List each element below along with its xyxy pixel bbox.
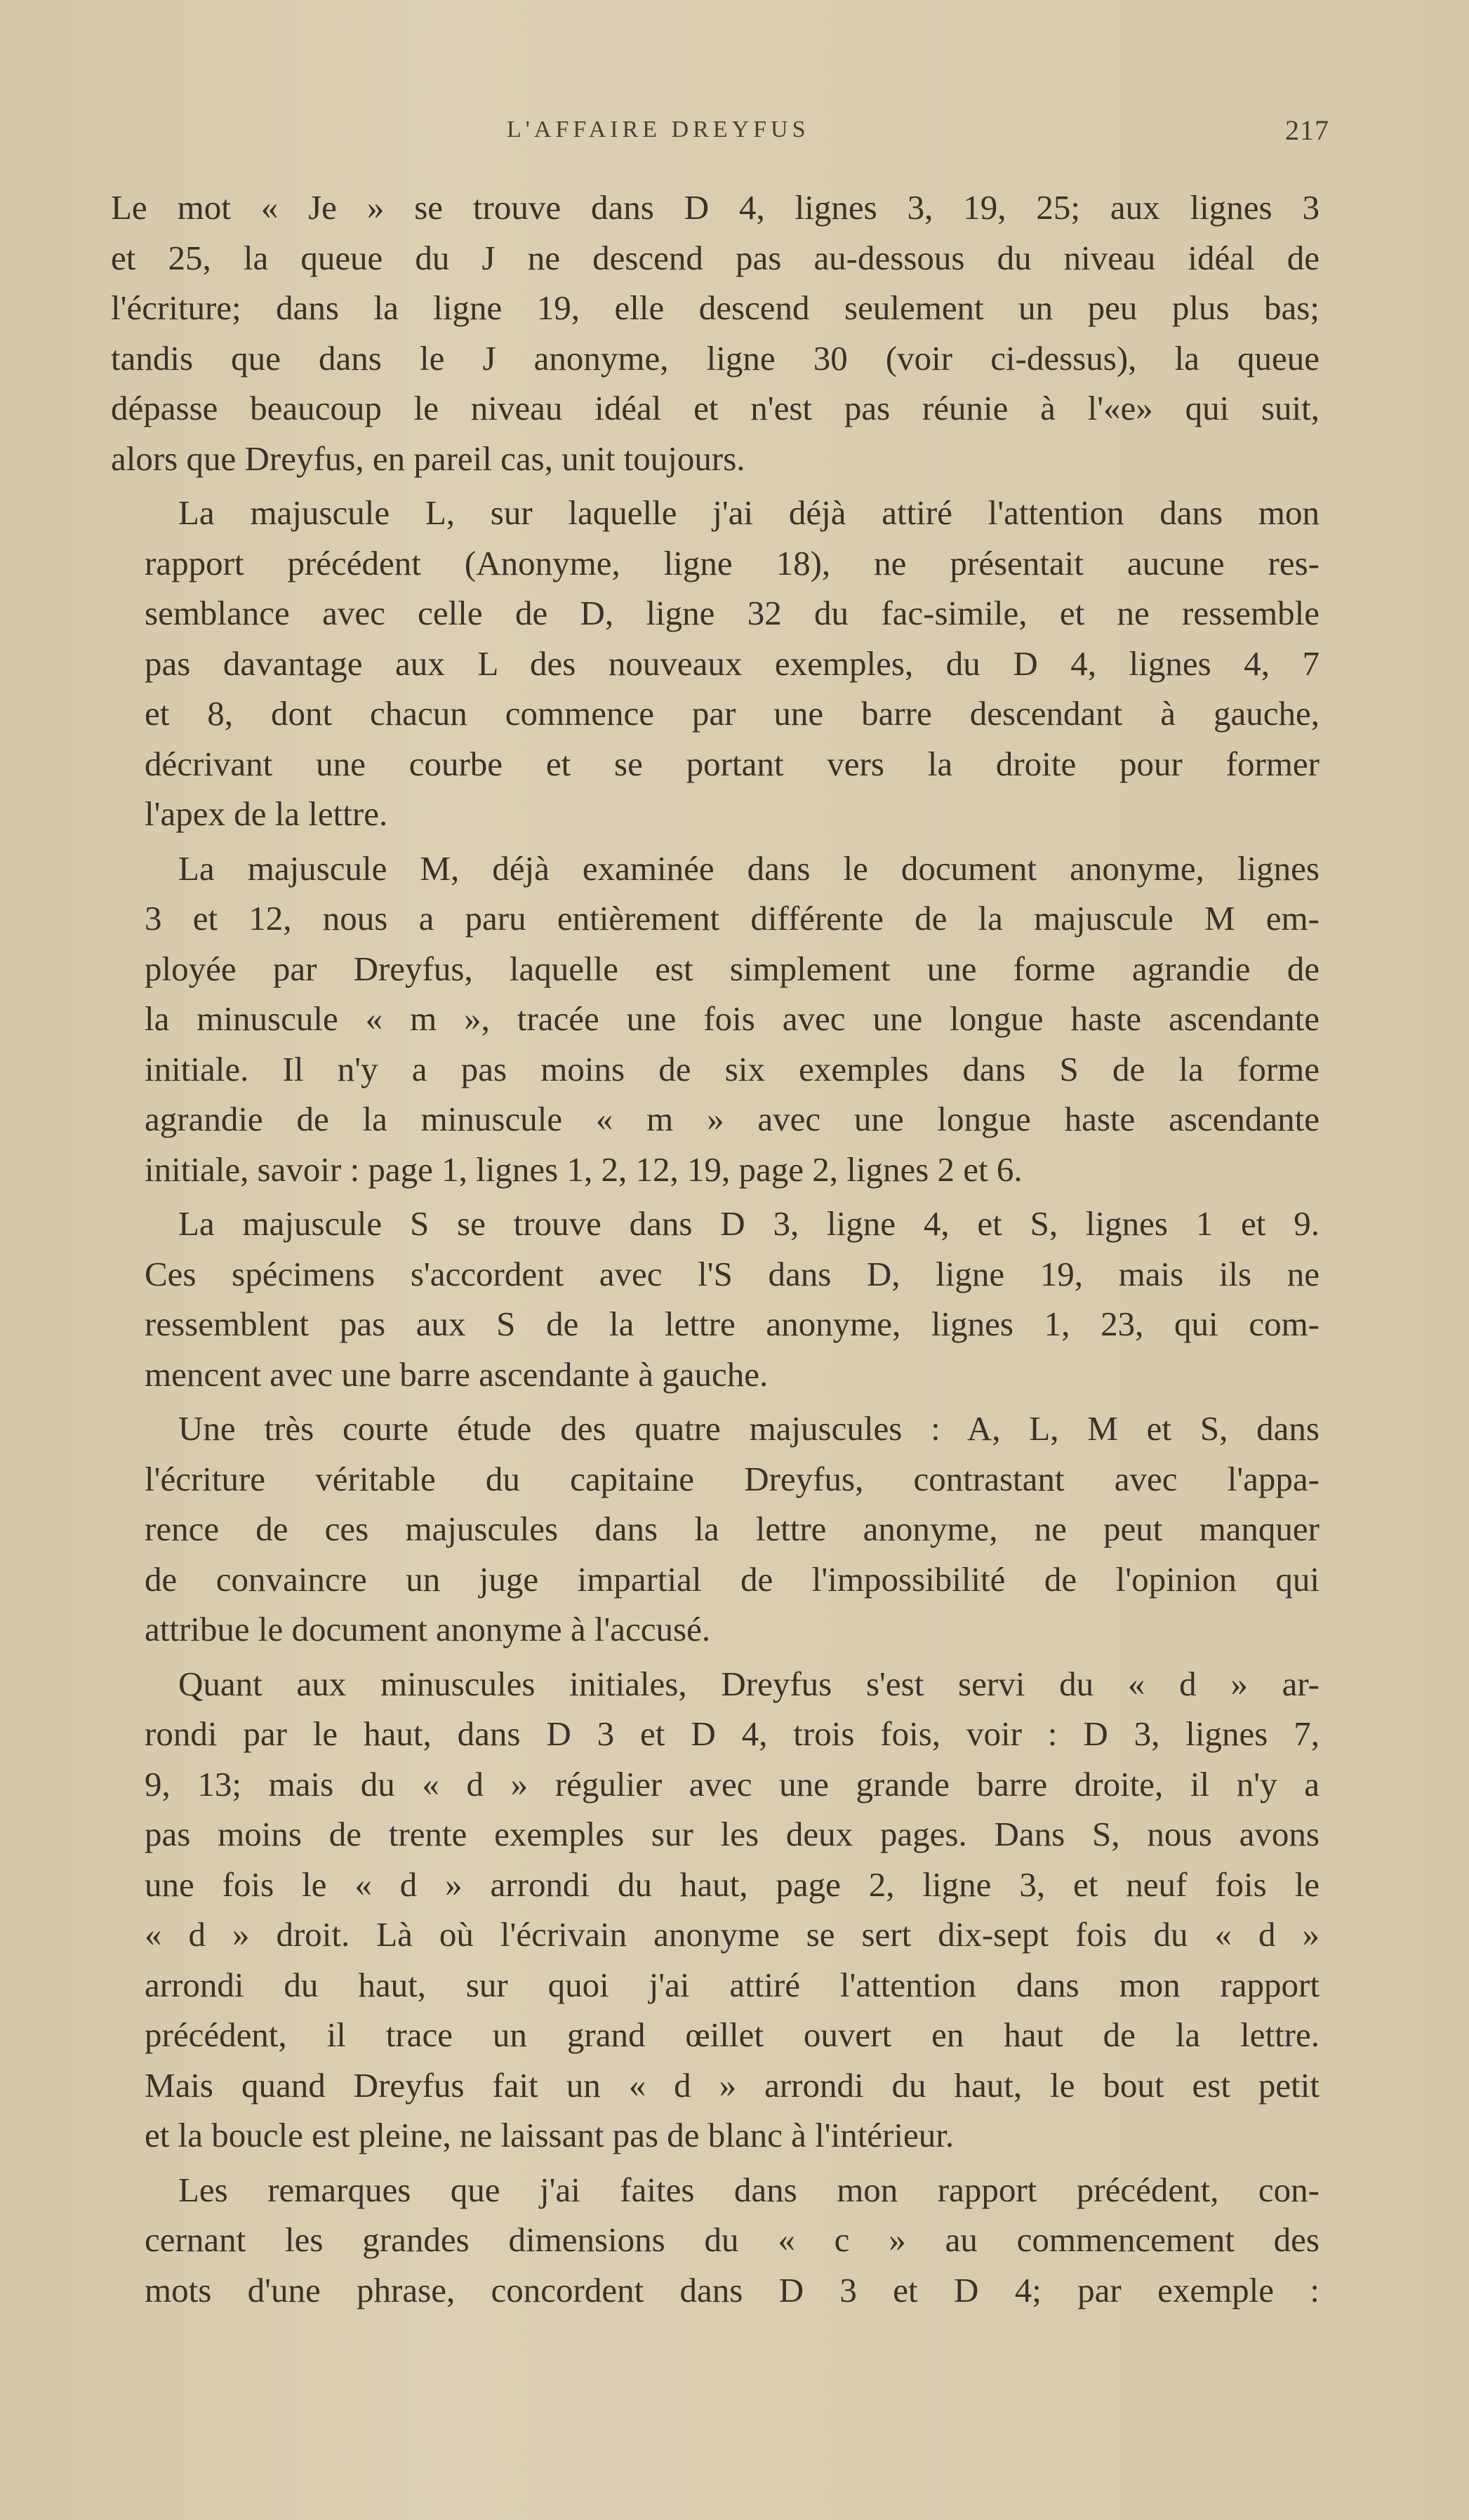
paragraph-majuscule-l [111, 488, 1320, 839]
text-line: pas moins de trente exemples sur les deux pages. Dans S, nous avons [145, 1815, 1320, 1853]
text-line: arrondi du haut, sur quoi j'ai attiré l'attention dans mon rapport [145, 1965, 1320, 2004]
text-line: rapport précédent (Anonyme, ligne 18), ne présentait aucune res- [145, 543, 1320, 582]
text-line: mots d'une phrase, concordent dans D 3 et D 4; par exemple : [145, 2270, 1320, 2309]
text-line: attribue le document anonyme à l'accusé. [145, 1610, 711, 1648]
text-line: pas davantage aux L des nouveaux exemples, du D 4, lignes 4, 7 [145, 644, 1320, 683]
page-number: 217 [1285, 114, 1329, 146]
text-line: dépasse beaucoup le niveau idéal et n'est pas réunie à l'«e» qui suit, [111, 389, 1320, 427]
text-line: Quant aux minuscules initiales, Dreyfus s'est servi du « d » ar- [178, 1664, 1320, 1703]
paragraph-remarques [111, 2165, 1320, 2316]
text-line: tandis que dans le J anonyme, ligne 30 (voir ci-dessus), la queue [111, 338, 1320, 378]
text-line: agrandie de la minuscule « m » avec une longue haste ascendante [145, 1100, 1320, 1138]
text-line: 3 et 12, nous a paru entièrement différente de la majuscule M em- [145, 899, 1320, 938]
text-line: précédent, il trace un grand œillet ouvert en haut de la lettre. [145, 2015, 1320, 2054]
text-line: décrivant une courbe et se portant vers la droite pour former [145, 744, 1320, 783]
running-header [111, 112, 1329, 154]
text-line: « d » droit. Là où l'écrivain anonyme se sert dix-sept fois du « d » [145, 1915, 1320, 1954]
text-line: l'écriture véritable du capitaine Dreyfus, contrastant avec l'appa- [145, 1459, 1320, 1498]
text-line: une fois le « d » arrondi du haut, page 2, ligne 3, et neuf fois le [145, 1865, 1320, 1904]
text-line: Ces spécimens s'accordent avec l'S dans D, ligne 19, mais ils ne [145, 1254, 1320, 1293]
text-line: l'apex de la lettre. [145, 794, 388, 833]
book-page [111, 112, 1329, 2319]
paragraph-quatre-majuscules [111, 1404, 1320, 1655]
text-line: la minuscule « m », tracée une fois avec une longue haste ascendante [145, 999, 1320, 1038]
text-line: Mais quand Dreyfus fait un « d » arrondi du haut, le bout est petit [145, 2065, 1320, 2105]
text-line: alors que Dreyfus, en pareil cas, unit toujours. [111, 439, 745, 478]
running-title: L'AFFAIRE DREYFUS [507, 116, 810, 142]
text-line: mencent avec une barre ascendante à gauche. [145, 1354, 769, 1394]
text-line: cernant les grandes dimensions du « c » au commencement des [145, 2220, 1320, 2259]
text-line: et 8, dont chacun commence par une barre descendant à gauche, [145, 694, 1320, 733]
paragraph-majuscule-s [111, 1199, 1320, 1399]
text-line: l'écriture; dans la ligne 19, elle descend seulement un peu plus bas; [111, 288, 1320, 327]
text-line: La majuscule L, sur laquelle j'ai déjà attiré l'attention dans mon [178, 493, 1320, 532]
text-line: initiale, savoir : page 1, lignes 1, 2, 12, 19, page 2, lignes 2 et 6. [145, 1149, 1023, 1189]
text-line: rondi par le haut, dans D 3 et D 4, trois fois, voir : D 3, lignes 7, [145, 1714, 1320, 1753]
body-text [111, 182, 1320, 2315]
paragraph-minuscules-initiales [111, 1659, 1320, 2161]
text-line: initiale. Il n'y a pas moins de six exemples dans S de la forme [145, 1049, 1320, 1088]
text-line: Le mot « Je » se trouve dans D 4, lignes 3, 19, 25; aux lignes 3 [111, 188, 1320, 227]
paragraph-majuscule-m [111, 844, 1320, 1195]
paragraph-je [111, 182, 1320, 484]
text-line: de convaincre un juge impartial de l'impossibilité de l'opinion qui [145, 1559, 1320, 1599]
text-line: Une très courte étude des quatre majuscules : A, L, M et S, dans [178, 1409, 1320, 1448]
text-line: 9, 13; mais du « d » régulier avec une grande barre droite, il n'y a [145, 1764, 1320, 1804]
text-line: rence de ces majuscules dans la lettre anonyme, ne peut manquer [145, 1509, 1320, 1548]
text-line: et 25, la queue du J ne descend pas au-dessous du niveau idéal de [111, 238, 1320, 277]
text-line: semblance avec celle de D, ligne 32 du fac-simile, et ne ressemble [145, 594, 1320, 632]
text-line: ressemblent pas aux S de la lettre anonyme, lignes 1, 23, qui com- [145, 1305, 1320, 1343]
text-line: Les remarques que j'ai faites dans mon rapport précédent, con- [178, 2170, 1320, 2209]
text-line: La majuscule S se trouve dans D 3, ligne 4, et S, lignes 1 et 9. [178, 1204, 1320, 1243]
text-line: et la boucle est pleine, ne laissant pas de blanc à l'intérieur. [145, 2116, 955, 2154]
text-line: La majuscule M, déjà examinée dans le document anonyme, lignes [178, 848, 1320, 888]
text-line: ployée par Dreyfus, laquelle est simplement une forme agrandie de [145, 949, 1320, 988]
